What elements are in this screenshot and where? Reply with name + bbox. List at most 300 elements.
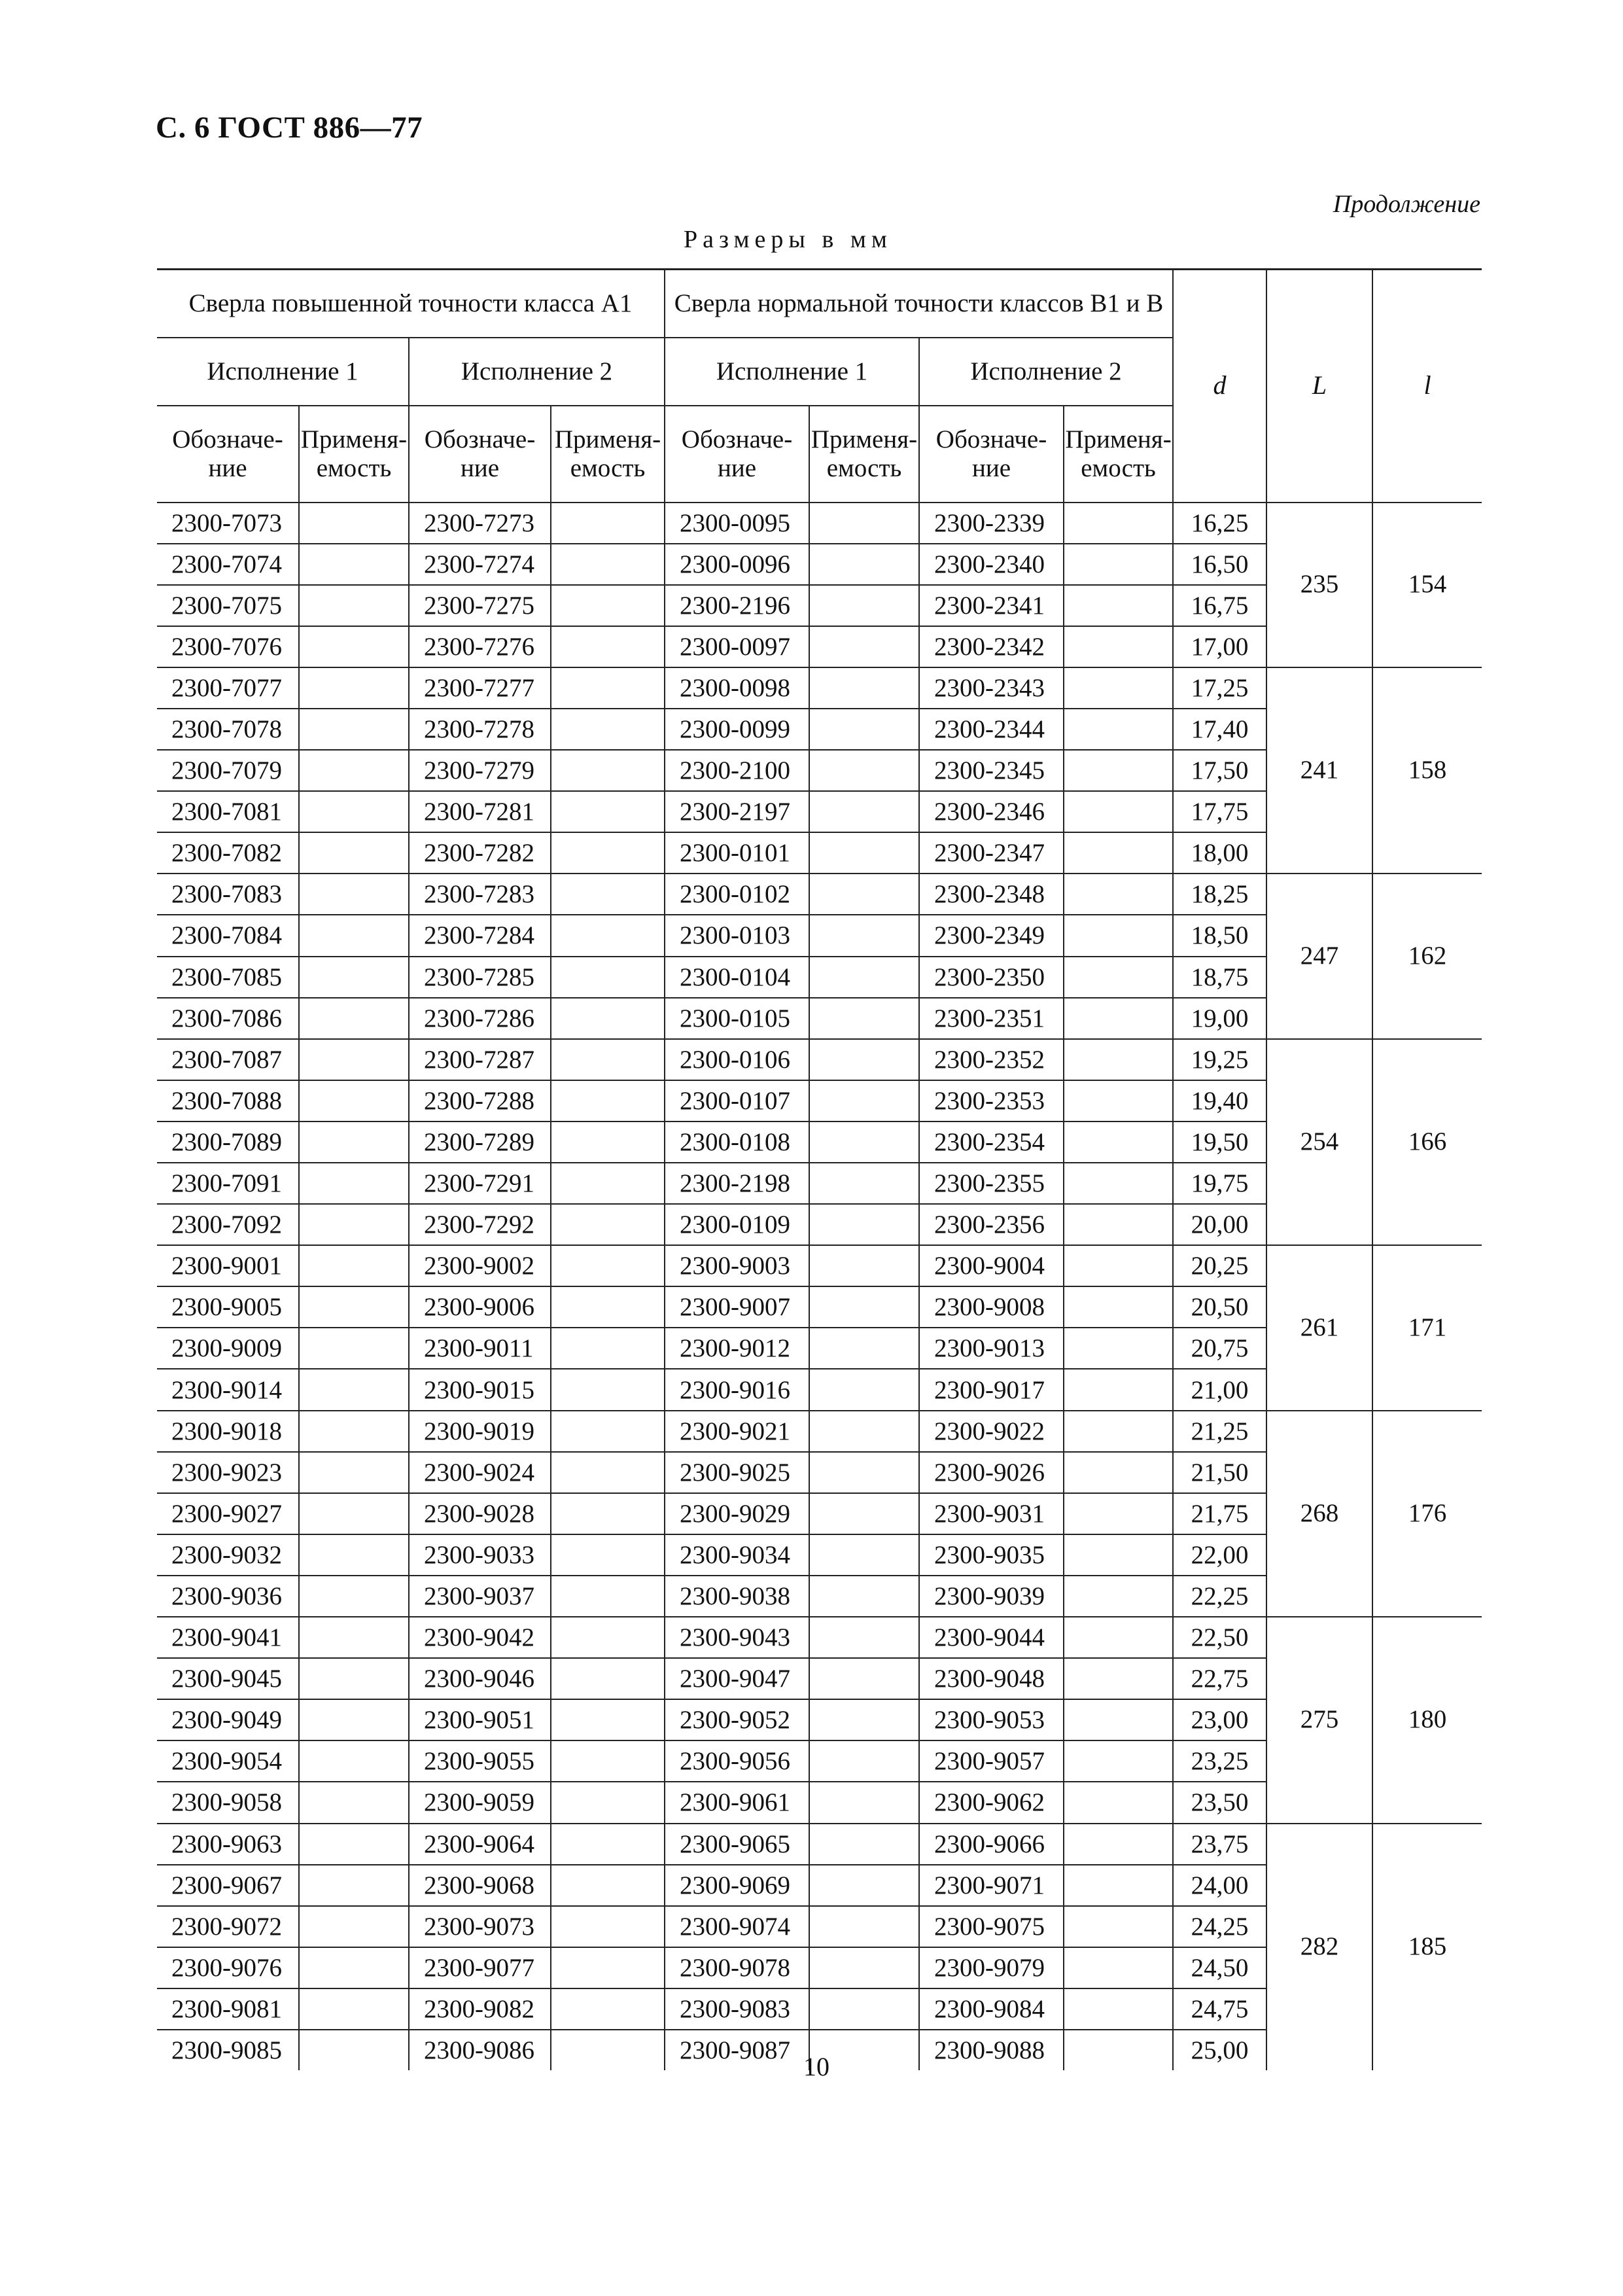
- applicability-cell: [809, 998, 919, 1039]
- applicability-cell: [809, 1947, 919, 1988]
- designation-cell: 2300-2350: [919, 957, 1064, 998]
- applicability-cell: [551, 585, 665, 626]
- applicability-cell: [1064, 1204, 1173, 1245]
- designation-cell: 2300-9054: [157, 1740, 299, 1782]
- designation-cell: 2300-9081: [157, 1988, 299, 2030]
- designation-cell: 2300-7274: [409, 544, 551, 585]
- header-a1-exec1: Исполнение 1: [157, 338, 409, 406]
- applicability-cell: [1064, 1576, 1173, 1617]
- applicability-cell: [1064, 1369, 1173, 1410]
- applicability-cell: [551, 1452, 665, 1493]
- applicability-cell: [551, 1245, 665, 1286]
- designation-cell: 2300-7081: [157, 791, 299, 832]
- table-row: [157, 1411, 1482, 1452]
- designation-cell: 2300-7086: [157, 998, 299, 1039]
- applicability-cell: [299, 1658, 409, 1699]
- designation-cell: 2300-9046: [409, 1658, 551, 1699]
- designation-cell: 2300-2344: [919, 709, 1064, 750]
- designation-cell: 2300-9021: [665, 1411, 809, 1452]
- applicability-cell: [809, 626, 919, 667]
- diameter-cell: 16,75: [1173, 585, 1266, 626]
- designation-cell: 2300-2341: [919, 585, 1064, 626]
- applicability-cell: [299, 1699, 409, 1740]
- applicability-cell: [809, 1782, 919, 1823]
- applicability-cell: [1064, 1039, 1173, 1080]
- header-group-b: Сверла нормальной точности классов В1 и В: [665, 270, 1173, 338]
- diameter-cell: 17,50: [1173, 750, 1266, 791]
- applicability-cell: [299, 544, 409, 585]
- designation-cell: 2300-9042: [409, 1617, 551, 1658]
- diameter-cell: 20,25: [1173, 1245, 1266, 1286]
- diameter-cell: 23,50: [1173, 1782, 1266, 1823]
- applicability-cell: [1064, 1988, 1173, 2030]
- length-l-cell: 180: [1372, 1617, 1482, 1823]
- diameter-cell: 20,00: [1173, 1204, 1266, 1245]
- applicability-cell: [809, 1617, 919, 1658]
- applicability-cell: [809, 1493, 919, 1534]
- applicability-cell: [551, 626, 665, 667]
- length-L-cell: 235: [1266, 503, 1372, 667]
- designation-cell: 2300-7273: [409, 503, 551, 544]
- applicability-cell: [1064, 1824, 1173, 1865]
- designation-cell: 2300-9003: [665, 1245, 809, 1286]
- designation-cell: 2300-2354: [919, 1122, 1064, 1163]
- applicability-cell: [1064, 1411, 1173, 1452]
- designation-cell: 2300-2349: [919, 915, 1064, 956]
- applicability-cell: [809, 1658, 919, 1699]
- table-row: [157, 1245, 1482, 1286]
- applicability-cell: [809, 1988, 919, 2030]
- designation-cell: 2300-9045: [157, 1658, 299, 1699]
- applicability-cell: [1064, 1328, 1173, 1369]
- applicability-cell: [551, 1824, 665, 1865]
- diameter-cell: 17,25: [1173, 667, 1266, 709]
- designation-cell: 2300-7279: [409, 750, 551, 791]
- diameter-cell: 24,75: [1173, 1988, 1266, 2030]
- designation-cell: 2300-9036: [157, 1576, 299, 1617]
- length-L-cell: 254: [1266, 1039, 1372, 1245]
- applicability-cell: [551, 1080, 665, 1122]
- designation-cell: 2300-7284: [409, 915, 551, 956]
- applicability-cell: [809, 1204, 919, 1245]
- diameter-cell: 25,00: [1173, 2030, 1266, 2070]
- applicability-cell: [809, 832, 919, 874]
- applicability-cell: [299, 1163, 409, 1204]
- diameter-cell: 24,00: [1173, 1865, 1266, 1906]
- designation-cell: 2300-0106: [665, 1039, 809, 1080]
- diameter-cell: 22,50: [1173, 1617, 1266, 1658]
- designation-cell: 2300-9062: [919, 1782, 1064, 1823]
- applicability-cell: [551, 2030, 665, 2070]
- designation-cell: 2300-9082: [409, 1988, 551, 2030]
- applicability-cell: [1064, 750, 1173, 791]
- applicability-cell: [809, 791, 919, 832]
- designation-cell: 2300-9038: [665, 1576, 809, 1617]
- designation-cell: 2300-9023: [157, 1452, 299, 1493]
- designation-cell: 2300-9013: [919, 1328, 1064, 1369]
- designation-cell: 2300-9017: [919, 1369, 1064, 1410]
- designation-cell: 2300-0102: [665, 874, 809, 915]
- designation-cell: 2300-9034: [665, 1534, 809, 1576]
- applicability-cell: [809, 709, 919, 750]
- diameter-cell: 20,50: [1173, 1286, 1266, 1328]
- designation-cell: 2300-7082: [157, 832, 299, 874]
- length-l-cell: 154: [1372, 503, 1482, 667]
- applicability-cell: [551, 998, 665, 1039]
- table-row: [157, 667, 1482, 709]
- applicability-cell: [551, 667, 665, 709]
- applicability-cell: [1064, 957, 1173, 998]
- header-designation: Обозначе- ние: [409, 406, 551, 503]
- applicability-cell: [551, 1740, 665, 1782]
- continuation-label: Продолжение: [1333, 190, 1480, 218]
- applicability-cell: [299, 832, 409, 874]
- designation-cell: 2300-0096: [665, 544, 809, 585]
- diameter-cell: 21,75: [1173, 1493, 1266, 1534]
- applicability-cell: [299, 1576, 409, 1617]
- applicability-cell: [551, 1163, 665, 1204]
- designation-cell: 2300-7277: [409, 667, 551, 709]
- designation-cell: 2300-7087: [157, 1039, 299, 1080]
- designation-cell: 2300-2355: [919, 1163, 1064, 1204]
- designation-cell: 2300-9055: [409, 1740, 551, 1782]
- applicability-cell: [299, 1906, 409, 1947]
- applicability-cell: [551, 503, 665, 544]
- designation-cell: 2300-7283: [409, 874, 551, 915]
- length-L-cell: 282: [1266, 1824, 1372, 2071]
- designation-cell: 2300-9002: [409, 1245, 551, 1286]
- designation-cell: 2300-0104: [665, 957, 809, 998]
- designation-cell: 2300-9075: [919, 1906, 1064, 1947]
- designation-cell: 2300-0109: [665, 1204, 809, 1245]
- designation-cell: 2300-7276: [409, 626, 551, 667]
- diameter-cell: 19,00: [1173, 998, 1266, 1039]
- designation-cell: 2300-9033: [409, 1534, 551, 1576]
- designation-cell: 2300-9012: [665, 1328, 809, 1369]
- designation-cell: 2300-0101: [665, 832, 809, 874]
- designation-cell: 2300-9065: [665, 1824, 809, 1865]
- applicability-cell: [299, 957, 409, 998]
- designation-cell: 2300-7079: [157, 750, 299, 791]
- header-designation: Обозначе- ние: [665, 406, 809, 503]
- applicability-cell: [1064, 1534, 1173, 1576]
- designation-cell: 2300-9028: [409, 1493, 551, 1534]
- designation-cell: 2300-7083: [157, 874, 299, 915]
- applicability-cell: [299, 1369, 409, 1410]
- applicability-cell: [1064, 791, 1173, 832]
- designation-cell: 2300-9086: [409, 2030, 551, 2070]
- designation-cell: 2300-9071: [919, 1865, 1064, 1906]
- designation-cell: 2300-9053: [919, 1699, 1064, 1740]
- applicability-cell: [299, 1865, 409, 1906]
- designation-cell: 2300-9077: [409, 1947, 551, 1988]
- designation-cell: 2300-0107: [665, 1080, 809, 1122]
- designation-cell: 2300-7275: [409, 585, 551, 626]
- applicability-cell: [1064, 1947, 1173, 1988]
- applicability-cell: [299, 1493, 409, 1534]
- applicability-cell: [809, 544, 919, 585]
- applicability-cell: [1064, 1782, 1173, 1823]
- designation-cell: 2300-9006: [409, 1286, 551, 1328]
- applicability-cell: [551, 1865, 665, 1906]
- length-L-cell: 268: [1266, 1411, 1372, 1617]
- designation-cell: 2300-0108: [665, 1122, 809, 1163]
- applicability-cell: [299, 750, 409, 791]
- applicability-cell: [299, 874, 409, 915]
- designation-cell: 2300-9043: [665, 1617, 809, 1658]
- applicability-cell: [299, 1411, 409, 1452]
- designation-cell: 2300-0095: [665, 503, 809, 544]
- header-applicability: Применя- емость: [551, 406, 665, 503]
- designation-cell: 2300-9015: [409, 1369, 551, 1410]
- designation-cell: 2300-9057: [919, 1740, 1064, 1782]
- applicability-cell: [299, 1947, 409, 1988]
- header-applicability: Применя- емость: [809, 406, 919, 503]
- applicability-cell: [1064, 2030, 1173, 2070]
- diameter-cell: 17,00: [1173, 626, 1266, 667]
- designation-cell: 2300-9079: [919, 1947, 1064, 1988]
- designation-cell: 2300-7074: [157, 544, 299, 585]
- designation-cell: 2300-9058: [157, 1782, 299, 1823]
- diameter-cell: 16,25: [1173, 503, 1266, 544]
- applicability-cell: [551, 1411, 665, 1452]
- applicability-cell: [1064, 1865, 1173, 1906]
- designation-cell: 2300-0105: [665, 998, 809, 1039]
- diameter-cell: 18,75: [1173, 957, 1266, 998]
- drill-designation-table: [157, 268, 1482, 2070]
- header-d: d: [1173, 270, 1266, 503]
- designation-cell: 2300-9059: [409, 1782, 551, 1823]
- designation-cell: 2300-9022: [919, 1411, 1064, 1452]
- designation-cell: 2300-7287: [409, 1039, 551, 1080]
- applicability-cell: [1064, 585, 1173, 626]
- designation-cell: 2300-2347: [919, 832, 1064, 874]
- applicability-cell: [551, 1328, 665, 1369]
- designation-cell: 2300-9074: [665, 1906, 809, 1947]
- units-caption: Размеры в мм: [684, 226, 892, 253]
- designation-cell: 2300-7089: [157, 1122, 299, 1163]
- designation-cell: 2300-7085: [157, 957, 299, 998]
- applicability-cell: [299, 1039, 409, 1080]
- designation-cell: 2300-9088: [919, 2030, 1064, 2070]
- length-L-cell: 275: [1266, 1617, 1372, 1823]
- applicability-cell: [809, 1163, 919, 1204]
- applicability-cell: [1064, 544, 1173, 585]
- designation-cell: 2300-9044: [919, 1617, 1064, 1658]
- applicability-cell: [1064, 1906, 1173, 1947]
- applicability-cell: [1064, 915, 1173, 956]
- applicability-cell: [1064, 626, 1173, 667]
- applicability-cell: [299, 709, 409, 750]
- diameter-cell: 19,40: [1173, 1080, 1266, 1122]
- designation-cell: 2300-9031: [919, 1493, 1064, 1534]
- diameter-cell: 21,25: [1173, 1411, 1266, 1452]
- applicability-cell: [299, 626, 409, 667]
- applicability-cell: [551, 1286, 665, 1328]
- applicability-cell: [299, 585, 409, 626]
- applicability-cell: [551, 1906, 665, 1947]
- designation-cell: 2300-9032: [157, 1534, 299, 1576]
- applicability-cell: [809, 1824, 919, 1865]
- applicability-cell: [551, 832, 665, 874]
- length-l-cell: 158: [1372, 667, 1482, 874]
- page-header: С. 6 ГОСТ 886—77: [156, 111, 423, 145]
- designation-cell: 2300-7077: [157, 667, 299, 709]
- designation-cell: 2300-9049: [157, 1699, 299, 1740]
- applicability-cell: [809, 1452, 919, 1493]
- designation-cell: 2300-7075: [157, 585, 299, 626]
- applicability-cell: [551, 1947, 665, 1988]
- applicability-cell: [551, 874, 665, 915]
- applicability-cell: [299, 1740, 409, 1782]
- diameter-cell: 21,00: [1173, 1369, 1266, 1410]
- length-l-cell: 185: [1408, 1932, 1447, 1961]
- diameter-cell: 22,25: [1173, 1576, 1266, 1617]
- applicability-cell: [551, 1039, 665, 1080]
- designation-cell: 2300-2342: [919, 626, 1064, 667]
- designation-cell: 2300-2346: [919, 791, 1064, 832]
- designation-cell: 2300-9087: [665, 2030, 809, 2070]
- applicability-cell: [809, 1039, 919, 1080]
- applicability-cell: [299, 915, 409, 956]
- applicability-cell: [1064, 1080, 1173, 1122]
- designation-cell: 2300-2352: [919, 1039, 1064, 1080]
- designation-cell: 2300-7288: [409, 1080, 551, 1122]
- designation-cell: 2300-9051: [409, 1699, 551, 1740]
- designation-cell: 2300-9084: [919, 1988, 1064, 2030]
- designation-cell: 2300-9085: [157, 2030, 299, 2070]
- designation-cell: 2300-9056: [665, 1740, 809, 1782]
- designation-cell: 2300-0098: [665, 667, 809, 709]
- designation-cell: 2300-7078: [157, 709, 299, 750]
- applicability-cell: [299, 503, 409, 544]
- applicability-cell: [299, 1617, 409, 1658]
- table-row: [157, 874, 1482, 915]
- applicability-cell: [299, 1452, 409, 1493]
- header-designation: Обозначе- ние: [919, 406, 1064, 503]
- designation-cell: 2300-9011: [409, 1328, 551, 1369]
- diameter-cell: 17,40: [1173, 709, 1266, 750]
- designation-cell: 2300-9048: [919, 1658, 1064, 1699]
- applicability-cell: [809, 915, 919, 956]
- applicability-cell: [809, 874, 919, 915]
- diameter-cell: 24,50: [1173, 1947, 1266, 1988]
- designation-cell: 2300-9035: [919, 1534, 1064, 1576]
- designation-cell: 2300-2196: [665, 585, 809, 626]
- designation-cell: 2300-7289: [409, 1122, 551, 1163]
- diameter-cell: 23,75: [1173, 1824, 1266, 1865]
- applicability-cell: [551, 915, 665, 956]
- designation-cell: 2300-9005: [157, 1286, 299, 1328]
- designation-cell: 2300-9052: [665, 1699, 809, 1740]
- diameter-cell: 19,25: [1173, 1039, 1266, 1080]
- designation-cell: 2300-2198: [665, 1163, 809, 1204]
- diameter-cell: 18,50: [1173, 915, 1266, 956]
- applicability-cell: [551, 1658, 665, 1699]
- length-l-cell: 166: [1372, 1039, 1482, 1245]
- designation-cell: 2300-9024: [409, 1452, 551, 1493]
- diameter-cell: 19,50: [1173, 1122, 1266, 1163]
- header-designation: Обозначе- ние: [157, 406, 299, 503]
- applicability-cell: [551, 1204, 665, 1245]
- applicability-cell: [809, 1699, 919, 1740]
- designation-cell: 2300-9025: [665, 1452, 809, 1493]
- designation-cell: 2300-7285: [409, 957, 551, 998]
- designation-cell: 2300-9072: [157, 1906, 299, 1947]
- diameter-cell: 23,00: [1173, 1699, 1266, 1740]
- designation-cell: 2300-7092: [157, 1204, 299, 1245]
- designation-cell: 2300-9083: [665, 1988, 809, 2030]
- designation-cell: 2300-2100: [665, 750, 809, 791]
- applicability-cell: [551, 544, 665, 585]
- applicability-cell: [299, 1988, 409, 2030]
- applicability-cell: [299, 1080, 409, 1122]
- applicability-cell: [1064, 667, 1173, 709]
- designation-cell: 2300-2197: [665, 791, 809, 832]
- applicability-cell: [1064, 1699, 1173, 1740]
- applicability-cell: [299, 791, 409, 832]
- designation-cell: 2300-7076: [157, 626, 299, 667]
- designation-cell: 2300-7291: [409, 1163, 551, 1204]
- designation-cell: 2300-9018: [157, 1411, 299, 1452]
- table-row: [157, 1824, 1482, 1865]
- applicability-cell: [299, 1534, 409, 1576]
- applicability-cell: [1064, 1452, 1173, 1493]
- applicability-cell: [809, 1534, 919, 1576]
- applicability-cell: [1064, 1122, 1173, 1163]
- designation-cell: 2300-7286: [409, 998, 551, 1039]
- applicability-cell: [551, 750, 665, 791]
- designation-cell: 2300-9001: [157, 1245, 299, 1286]
- designation-cell: 2300-0097: [665, 626, 809, 667]
- applicability-cell: [299, 1824, 409, 1865]
- applicability-cell: [1064, 1617, 1173, 1658]
- designation-cell: 2300-7088: [157, 1080, 299, 1122]
- applicability-cell: [809, 1411, 919, 1452]
- length-l-cell: 176: [1372, 1411, 1482, 1617]
- applicability-cell: [551, 1782, 665, 1823]
- applicability-cell: [809, 503, 919, 544]
- applicability-cell: [809, 1576, 919, 1617]
- applicability-cell: [1064, 1658, 1173, 1699]
- designation-cell: 2300-9008: [919, 1286, 1064, 1328]
- diameter-cell: 23,25: [1173, 1740, 1266, 1782]
- designation-cell: 2300-2351: [919, 998, 1064, 1039]
- designation-cell: 2300-7278: [409, 709, 551, 750]
- header-applicability: Применя- емость: [1064, 406, 1173, 503]
- designation-cell: 2300-7084: [157, 915, 299, 956]
- applicability-cell: [299, 1782, 409, 1823]
- applicability-cell: [551, 1369, 665, 1410]
- diameter-cell: 18,25: [1173, 874, 1266, 915]
- applicability-cell: [551, 1617, 665, 1658]
- diameter-cell: 24,25: [1173, 1906, 1266, 1947]
- diameter-cell: 21,50: [1173, 1452, 1266, 1493]
- applicability-cell: [551, 791, 665, 832]
- applicability-cell: [809, 1245, 919, 1286]
- applicability-cell: [809, 1080, 919, 1122]
- designation-cell: 2300-9016: [665, 1369, 809, 1410]
- designation-cell: 2300-9014: [157, 1369, 299, 1410]
- table-row: [157, 1039, 1482, 1080]
- designation-cell: 2300-2348: [919, 874, 1064, 915]
- applicability-cell: [809, 1286, 919, 1328]
- applicability-cell: [551, 1699, 665, 1740]
- designation-cell: 2300-2343: [919, 667, 1064, 709]
- applicability-cell: [809, 1740, 919, 1782]
- applicability-cell: [299, 1204, 409, 1245]
- applicability-cell: [1064, 998, 1173, 1039]
